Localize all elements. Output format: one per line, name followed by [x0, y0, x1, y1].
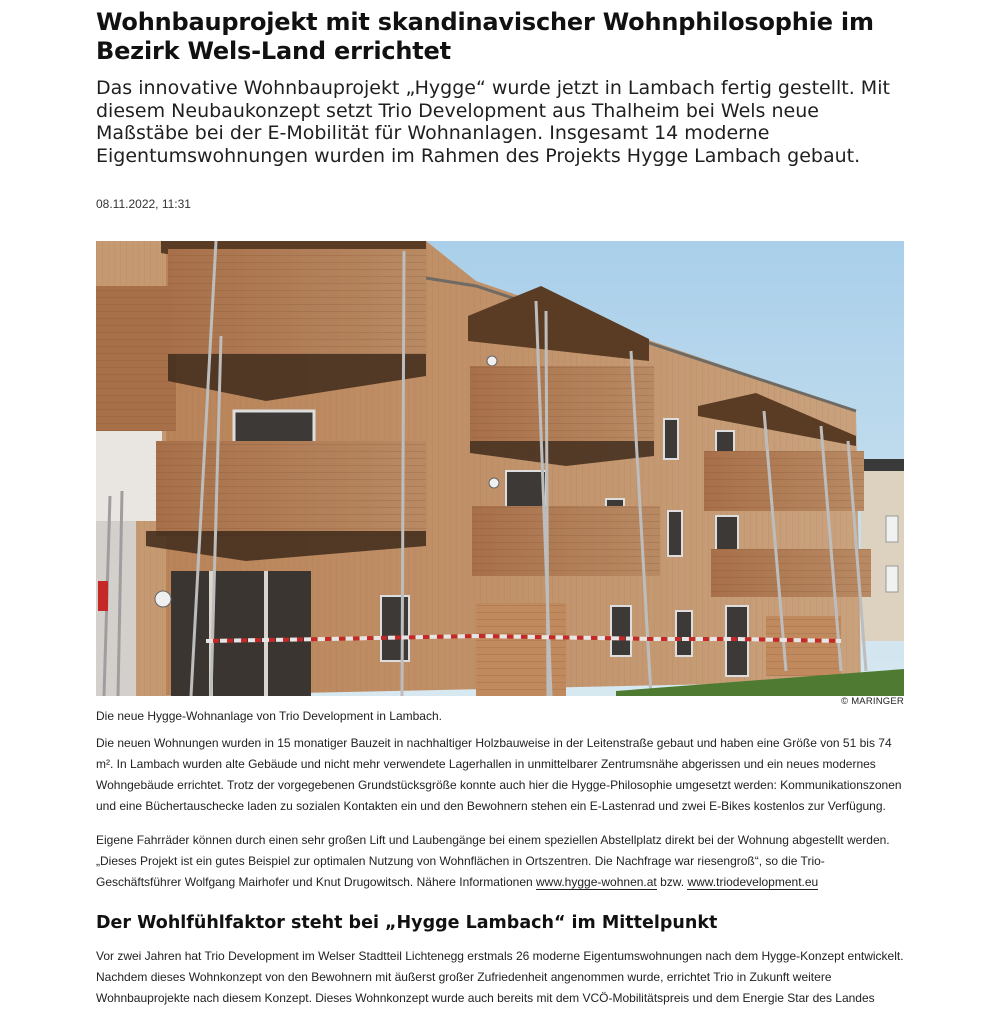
- section-subheading: Der Wohlfühlfaktor steht bei „Hygge Lambach“ im Mittelpunkt: [96, 913, 718, 933]
- triodevelopment-link[interactable]: www.triodevelopment.eu: [687, 875, 819, 889]
- hygge-wohnen-link[interactable]: www.hygge-wohnen.at: [536, 875, 657, 889]
- body-paragraph-3: Vor zwei Jahren hat Trio Development im Welser Stadtteil Lichtenegg erstmals 26 moderne Eigentumswohnungen nach dem Hygge-Konzept entwickelt. Nachdem dieses Wohnkonzept von den Bewohnern mit äußerst großer Zufriedenheit angenommen wurde, errichtet Trio in Zukunft weitere Wohnbauprojekte nach diesem Konzept. Dieses Wohnkonzept wurde auch bereits mit dem VCÖ-Mobilitätspreis und dem Energie Star des Landes: [96, 949, 904, 1005]
- body-paragraph-2-text: Eigene Fahrräder können durch einen sehr großen Lift und Laubengänge bei einem speziellen Abstellplatz direkt bei der Wohnung abgestellt werden. „Dieses Projekt ist ein gutes Beispiel zur optimalen Nutzung von Wohnflächen in Ortszentren. Die Nachfrage war riesengroß“, so die Trio-Geschäftsführer Wolfgang Mairhofer und Knut Drugowitsch. Nähere Informationen: [96, 833, 890, 889]
- publish-date: 08.11.2022, 11:31: [96, 197, 191, 211]
- article-photo: [96, 241, 904, 696]
- article-title: Wohnbauprojekt mit skandinavischer Wohnphilosophie im Bezirk Wels-Land errichtet: [96, 8, 874, 65]
- image-caption: Die neue Hygge-Wohnanlage von Trio Development in Lambach.: [96, 709, 442, 723]
- link-joiner: bzw.: [660, 875, 685, 889]
- article-lead: Das innovative Wohnbauprojekt „Hygge“ wurde jetzt in Lambach fertig gestellt. Mit diesem Neubaukonzept setzt Trio Development aus Thalheim bei Wels neue Maßstäbe bei der E-Mobilität für Wohnanlagen. Insgesamt 14 moderne Eigentumswohnungen wurden im Rahmen des Projekts Hygge Lambach gebaut.: [96, 77, 890, 167]
- image-credit: © MARINGER: [841, 696, 904, 707]
- body-paragraph-1: Die neuen Wohnungen wurden in 15 monatiger Bauzeit in nachhaltiger Holzbauweise in der Leitenstraße gebaut und haben eine Größe von 51 bis 74 m². In Lambach wurden alte Gebäude und nicht mehr verwendete Lagerhallen in unmittelbarer Zentrumsnähe abgerissen und ein neues modernes Wohngebäude errichtet. Trotz der vorgegebenen Grundstücksgröße konnte auch hier die Hygge-Philosophie umgesetzt werden: Kommunikationszonen und eine Büchertauschecke laden zu sozialen Kontakten ein und den Bewohnern stehen ein E-Lastenrad und zwei E-Bikes kostenlos zur Verfügung.: [96, 736, 902, 813]
- body-paragraph-2: [96, 830, 904, 893]
